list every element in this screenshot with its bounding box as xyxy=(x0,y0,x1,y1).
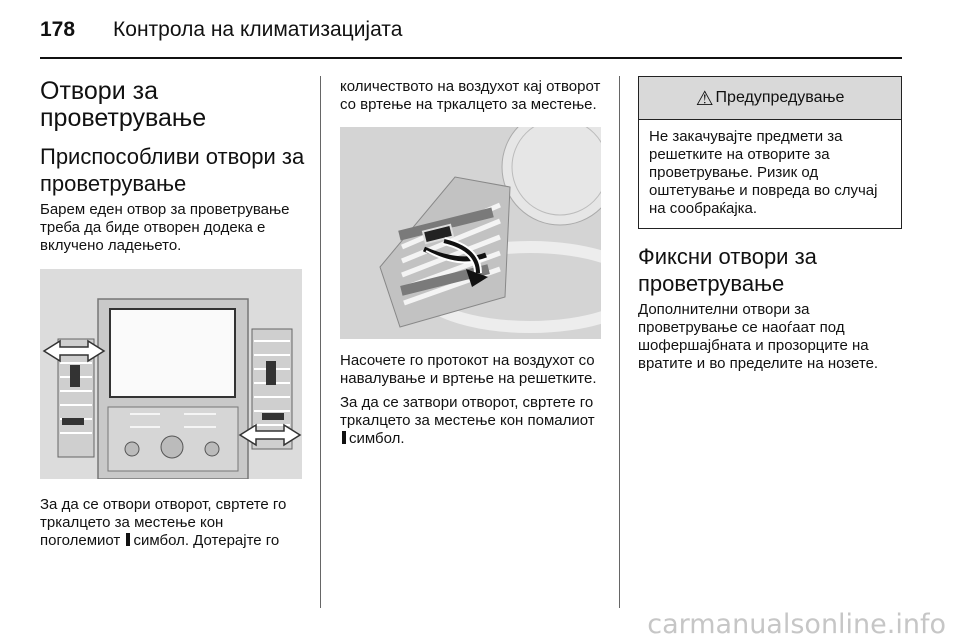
warning-triangle-icon: ⚠ xyxy=(695,87,714,110)
close-vent-paragraph: За да се затвори отворот, свртете го тркалцето за местење кон помалиот симбол. xyxy=(340,394,595,447)
dashboard-vents-figure xyxy=(40,269,302,479)
large-block-symbol-icon xyxy=(126,533,130,546)
column-1 xyxy=(40,78,305,550)
column-2 xyxy=(340,78,605,448)
continued-paragraph: количеството на воздухот кај отворот со вртење на тркалцето за местење. xyxy=(340,78,601,113)
fixed-vents-title: Фиксни отвори за проветрување xyxy=(638,244,817,296)
column-divider-1 xyxy=(320,76,321,608)
warning-title: Предупредување xyxy=(715,89,845,106)
section-title: Отвори за проветрување xyxy=(40,77,207,132)
warning-text: Не закачувајте предмети за решетките на отворите за проветрување. Ризик од оштетување и повреда во случај на сообраќајка. xyxy=(649,128,878,217)
direct-airflow-paragraph: Насочете го протокот на воздухот со навалување и вртење на решетките. xyxy=(340,352,597,387)
fixed-vents-paragraph: Дополнителни отвори за проветрување се наоѓаат под шофершајбната и прозорците на вратите и во пределите на нозете. xyxy=(638,301,879,372)
column-divider-2 xyxy=(619,76,620,608)
column-3 xyxy=(638,76,902,373)
vent-adjustment-figure xyxy=(340,127,601,339)
page-header xyxy=(40,18,402,42)
warning-header xyxy=(639,77,901,120)
watermark: carmanualsonline.info xyxy=(647,609,946,640)
figure-caption: За да се отвори отворот, свртете го тркалцето за местење кон поголемиот симбол. Дотерајте го xyxy=(40,496,287,549)
intro-paragraph: Барем еден отвор за проветрување треба да биде отворен додека е вклучено ладењето. xyxy=(40,201,290,254)
warning-box xyxy=(638,76,902,229)
small-block-symbol-icon xyxy=(342,431,346,444)
header-rule xyxy=(40,57,902,59)
page-number: 178 xyxy=(40,18,76,41)
chapter-title: Контрола на климатизацијата xyxy=(113,18,403,41)
subsection-title: Приспособливи отвори за проветрување xyxy=(40,144,305,196)
